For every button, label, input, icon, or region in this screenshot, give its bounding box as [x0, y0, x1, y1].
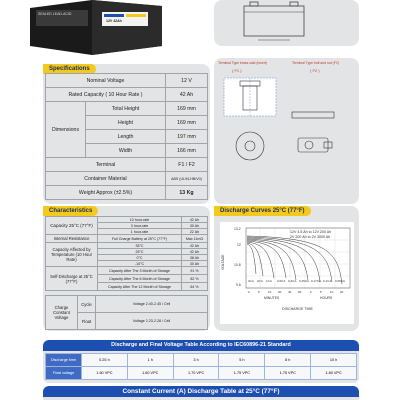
- curve-label: 3CA: [248, 279, 254, 283]
- terminal-f1-code: ( F1 ): [232, 68, 242, 73]
- battery-model: 12V 42Ah: [106, 19, 122, 23]
- x-tick: 10: [330, 290, 334, 294]
- x-tick: 2: [310, 290, 312, 294]
- battery-photo: [22, 0, 172, 55]
- specifications-title: Specifications: [43, 64, 96, 74]
- internal-resistance-label: Internal Resistance: [46, 235, 98, 243]
- table-row: Charge Constant Voltage Cycle Voltage 2.40-2.45 / Cell: [46, 296, 208, 313]
- terminal-drawing-panel: [214, 0, 359, 46]
- terminal-drawings: [214, 76, 359, 201]
- table-row: Nominal Voltage 12 V: [46, 74, 208, 88]
- table-row: -10°C 30 Ah: [46, 261, 208, 267]
- table-row: Capacity After The 12 Month of Storage 64 %: [46, 283, 208, 291]
- battery-label: SEALED LEAD-ACID: [38, 12, 72, 16]
- dimensions-label: Dimensions: [46, 102, 86, 158]
- x-tick: 20: [278, 290, 282, 294]
- specifications-table: [45, 73, 208, 200]
- table-row: Capacity 25°C (77°F) 10 hour-rate 42 Ah: [46, 217, 208, 223]
- y-tick: 9.6: [236, 283, 241, 287]
- capacity-label: Capacity 25°C (77°F): [46, 217, 98, 235]
- curve-label: 1CA: [266, 279, 272, 283]
- table-row: Final voltage 1.60 VPC 1.60 VPC 1.70 VPC 1.75 VPC 1.75 VPC 1.80 VPC: [46, 367, 357, 380]
- x-axis-title: DISCHARGE TIME: [282, 307, 313, 311]
- terminal-f1-title: Terminal Type brass cast (insert): [218, 61, 267, 65]
- terminal-f2-code: ( F2 ): [310, 68, 320, 73]
- characteristics-title: Characteristics: [43, 206, 98, 216]
- x-group-label: HOURS: [320, 296, 333, 300]
- y-tick: 10.8: [234, 263, 241, 267]
- discharge-curves-chart: [220, 222, 354, 324]
- x-tick: 20: [340, 290, 344, 294]
- x-tick: 40: [288, 290, 292, 294]
- x-tick: 10: [268, 290, 272, 294]
- table-row: 1 hour-rate 22 Ah: [46, 229, 208, 235]
- x-group-label: MINUTES: [264, 296, 280, 300]
- table-row: Height 169 mm: [46, 116, 208, 130]
- table-row: Self-Discharge at 25°C (77°F) Capacity After The 3 Month of Storage 91 %: [46, 267, 208, 275]
- table-row: Discharge time 0.25 h 1 h 3 h 5 h 8 h 10 h: [46, 354, 357, 367]
- curve-note-2: 2V 200 Ah to 2V 3000 Ah: [290, 235, 331, 239]
- discharge-curves-title: Discharge Curves 25°C (77°F): [214, 206, 311, 216]
- table-row: Dimensions Total Height 169 mm: [46, 102, 208, 116]
- discharge-voltage-table: [45, 353, 357, 380]
- y-tick: 13.2: [234, 227, 241, 231]
- charge-voltage-table: [45, 295, 208, 330]
- table-row: 3 hour-rate 30 Ah: [46, 223, 208, 229]
- curve-label: 0.1CA: [323, 279, 332, 283]
- temperature-label: Capacity Affected by Temperature (10 Hour Rate): [46, 243, 98, 267]
- table-row: Float Voltage 2.23-2.28 / Cell: [46, 313, 208, 330]
- curve-label: 0.05CA: [335, 279, 346, 283]
- table-row: Width 166 mm: [46, 144, 208, 158]
- table-row: 25°C 42 Ah: [46, 249, 208, 255]
- terminal-types-panel: [214, 58, 359, 204]
- curve-label: 0.25CA: [299, 279, 310, 283]
- terminal-f2-title: Terminal Type bolt and nut (F2): [292, 61, 339, 65]
- x-tick: 2: [248, 290, 250, 294]
- curve-label: 0.17CA: [311, 279, 322, 283]
- curve-label: 0.4CA: [288, 279, 297, 283]
- table-row: 0°C 38 Ah: [46, 255, 208, 261]
- discharge-voltage-title: Discharge and Final Voltage Table According to IEC60896-21 Standard: [43, 340, 359, 351]
- table-row: Terminal F1 / F2: [46, 158, 208, 172]
- x-tick: 5: [320, 290, 322, 294]
- table-row: Weight Approx (±2.5%) 13 Kg: [46, 186, 208, 200]
- charge-label: Charge Constant Voltage: [46, 296, 78, 330]
- table-row: Capacity After The 6 Month of Storage 82 %: [46, 275, 208, 283]
- curve-note-1: 12V 4.5 Ah to 12V 200 Ah: [290, 230, 332, 234]
- cycle-label: Cycle: [78, 296, 96, 313]
- x-tick: 5: [258, 290, 260, 294]
- self-discharge-label: Self-Discharge at 25°C (77°F): [46, 267, 98, 291]
- curve-label: 0.6CA: [277, 279, 286, 283]
- table-row: Capacity Affected by Temperature (10 Hour Rate) 35°C 42 Ah: [46, 243, 208, 249]
- table-row: Container Material ABS (UL94-HB/V0): [46, 172, 208, 186]
- characteristics-table: [45, 216, 208, 291]
- y-tick: 12: [237, 243, 241, 247]
- float-label: Float: [78, 313, 96, 330]
- constant-current-title: Constant Current (A) Discharge Table at 25°C (77°F): [43, 386, 359, 397]
- table-row: Rated Capacity ( 10 Hour Rate ) 42 Ah: [46, 88, 208, 102]
- y-axis-title: VOLTAGE: [221, 254, 225, 270]
- table-row: Length 197 mm: [46, 130, 208, 144]
- table-row: Internal Resistance Full Charge Battery at 25°C (77°F) Max 11mΩ: [46, 235, 208, 243]
- curve-label: 2CA: [257, 279, 263, 283]
- x-tick: 60: [298, 290, 302, 294]
